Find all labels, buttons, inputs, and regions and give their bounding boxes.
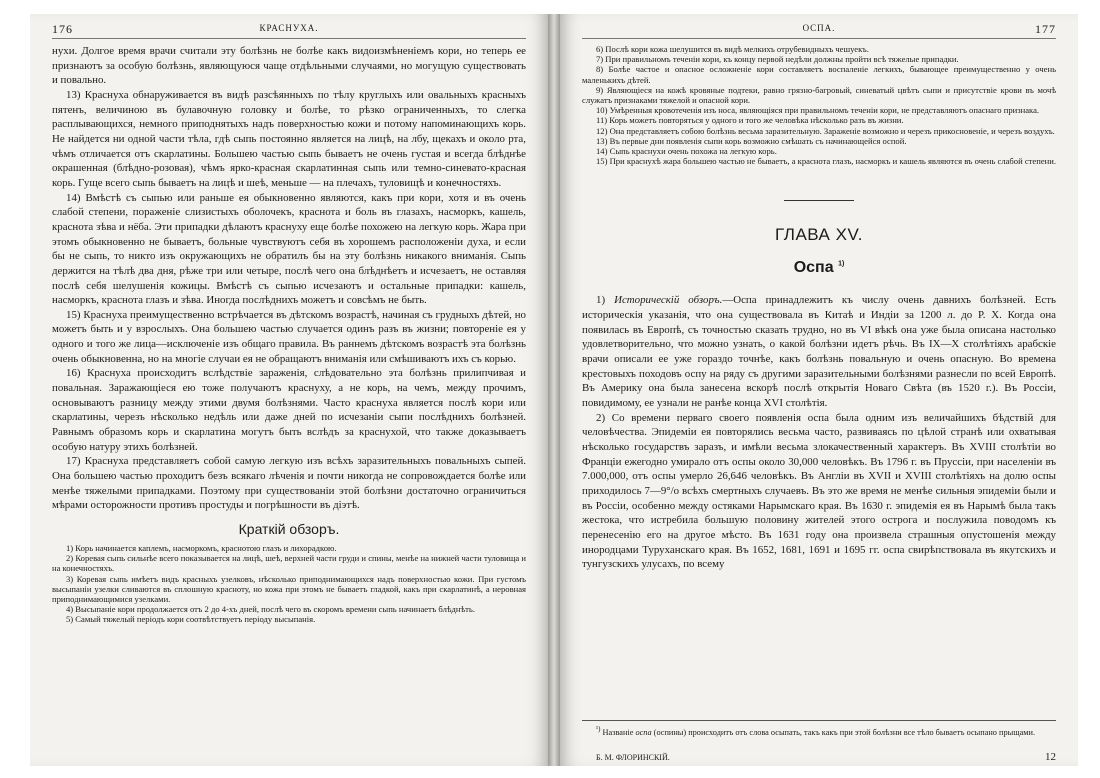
summary-heading: Краткiй обзоръ. — [238, 521, 340, 537]
summary-item-14: 14) Сыпь краснухи очень похожа на легкую корь. — [596, 146, 777, 157]
paragraph-history — [582, 293, 1056, 410]
left-page — [30, 14, 548, 766]
book-gutter — [548, 14, 560, 766]
right-page-header — [582, 22, 1056, 39]
summary-item-9: 9) Являющiеся на кожѣ кровяные подтеки, равно грязно-багровый, синеватый цвѣтъ сыпи и присутствiе крови въ мочѣ служатъ признаками тяжелой и опасной кори. — [582, 84, 1056, 106]
footnote-text — [582, 724, 1056, 738]
summary-item-1: 1) Корь начинается каплемъ, насморкомъ, краснотою глазъ и лихорадкою. — [66, 543, 337, 553]
left-page-header — [52, 22, 526, 39]
left-page-body — [52, 44, 526, 625]
left-page-number: 176 — [52, 22, 73, 36]
summary-item-4: 4) Высыпанiе кори продолжается отъ 2 до 4-хъ дней, послѣ чего въ скоромъ времени сыпь начинаетъ блѣднѣть. — [66, 604, 475, 615]
footnote-ref: 1) — [838, 261, 845, 269]
printer-signature — [596, 753, 1056, 762]
summary-item-6: 6) Послѣ кори кожа шелушится въ видѣ мелкихъ отрубевидныхъ чешуекъ. — [596, 44, 869, 54]
paragraph-epidemics: 2) Со времени перваго своего появленiя оспа была одним изъ величайшихъ бѣдствiй для человѣчества. Эпидемiи ея повторялись весьма часто, развиваясь по цѣлой странѣ или охватывая нѣсколько государствъ заразъ, и имѣли весьма злокачественный характеръ. Въ XVIII столѣтiи во Францiи ежегодно умирало отъ оспы около 30,000 человѣкъ. Въ 1796 г. въ Пруссiи, при населенiи въ 7.000,000, отъ оспы умерло 26,646 человѣкъ. Въ Англiи въ XVII и XVIII столѣтiяхъ на долю оспы приходилось 7—9°/о всѣхъ смертныхъ случаевъ. Въ это же время не менѣе сильныя эпидемiи были и въ Россiи, особенно между остяками Нарымскаго края. Въ 1630 г. эпидемiя ея въ Нарымѣ была такъ жестока, что истребила большую половину жителей этого острога и послужила поводомъ къ перенесенiю его на другое мѣсто. Въ 1631 году она произвела страшныя опустошенiя между инородцами Туруханскаго края. Въ 1652, 1681, 1691 и 1695 гг. оспа свирѣпствовала въ якутскихъ и тунгузскихъ улусахъ, по всему — [582, 411, 1056, 571]
footnote-italic: оспа — [635, 727, 652, 737]
signature-text: Б. М. ФЛОРИНСКІЙ. — [596, 753, 670, 762]
right-page-number: 177 — [1035, 22, 1056, 36]
right-page — [560, 14, 1078, 766]
section-divider — [784, 200, 854, 201]
summary-item-2: 2) Коревая сыпь сильнѣе всего показывается на лицѣ, шеѣ, верхней части груди и спины, менѣе на нижней части туловища и на конечностяхъ. — [52, 553, 526, 574]
summary-item-11: 11) Корь можетъ повторяться у одного и того же человѣка нѣсколько разъ въ жизни. — [596, 115, 904, 126]
paragraph-number: 1) — [596, 294, 615, 307]
summary-list — [52, 543, 526, 625]
section-title — [582, 259, 1056, 277]
right-page-body — [582, 44, 1056, 572]
summary-item-15: 15) При краснухѣ жара большею частью не бываетъ, а краснота глазъ, насморкъ и кашель являются въ очень слабой степени. — [596, 156, 1056, 167]
summary-item-7: 7) При правильномъ теченiи кори, къ концу первой недѣли должны пройти всѣ тяжелые припадки. — [596, 54, 959, 65]
paragraph-17: 17) Краснуха представляетъ собой самую легкую изъ всѣхъ заразительныхъ повальныхъ сыпей. Она большею частью проходитъ безъ всякаго лѣченiя и почти никогда не сопровождается болѣе или менѣе тяжелыми припадками. Поэтому при существованiи этой болѣзни достаточно ограничиться мѣрами осторожности противъ простуды и погрѣшности въ дiэтѣ. — [52, 455, 526, 512]
summary-item-12: 12) Она представляетъ собою болѣзнь весьма заразительную. Зараженiе возможно и черезъ прикосновенiе, и черезъ воздухъ. — [596, 125, 1055, 136]
paragraph-italic-heading: Историческiй обзоръ. — [614, 294, 723, 307]
summary-item-13: 13) Въ первые дни появленiя сыпи корь возможно смѣшать съ начинающейся оспой. — [596, 135, 907, 146]
book-spread — [30, 14, 1078, 766]
footnote-pre: Названiе — [602, 727, 636, 737]
footnote — [582, 720, 1056, 738]
right-running-title: ОСПА. — [802, 23, 836, 33]
summary-item-8: 8) Болѣе частое и опасное осложненiе кори составляетъ воспаленiе легкихъ, бывающее преимущественно у очень маленькихъ дѣтей. — [582, 64, 1056, 85]
paragraph-14: 14) Вмѣстѣ съ сыпью или раньше ея обыкновенно являются, какъ при кори, хотя и въ очень слабой степени, пораженiе слизистыхъ оболочекъ, краснота и боль въ глазахъ, насморкъ, кашель, краснота зѣва и нёба. Эти припадки дѣлаютъ краснуху еще болѣе похожею на легкую корь. Жара при этомъ обыкновенно не бываетъ, больные чувствуютъ себя въ хорошемъ расположенiи духа, и если бы не сыпь, то никто изъ окружающихъ не обратилъ бы на эту болѣзнь никакого вниманiя. Сыпь держится на тѣлѣ два дня, рѣже три или четыре, послѣ чего она блѣднѣетъ и исчезаетъ, не оставляя послѣ себя шелушенiя кожицы. Вмѣстѣ съ сыпью исчезаютъ и остальные припадки: кашель, насморкъ, краснота глазъ и зѣва. Иногда послѣднихъ можетъ и совсѣмъ не быть. — [52, 191, 526, 307]
footnote-mark: ¹) — [596, 725, 601, 733]
sheet-number: 12 — [1045, 751, 1056, 763]
footnote-post: (оспины) происходитъ отъ слова осыпать, такъ какъ при этой болѣзни все тѣло бываетъ осыпано прыщами. — [651, 727, 1036, 737]
chapter-title: ГЛАВА XV. — [775, 225, 863, 245]
left-running-title: КРАСНУХА. — [259, 23, 319, 33]
paragraph-15: 15) Краснуха преимущественно встрѣчается въ дѣтскомъ возрастѣ, начиная съ грудныхъ дѣтей, но можетъ быть и у взрослыхъ. Она большею частью случается одинъ разъ въ жизни; повторенiе ея у одного и того же лица—исключенiе изъ общаго правила. Въ раннемъ дѣтскомъ возрастѣ эта болѣзнь очень обыкновенна, но на многiе случаи ея не обращаютъ вниманiя или смѣшиваютъ ихъ съ корью. — [52, 308, 526, 365]
paragraph-13: 13) Краснуха обнаруживается въ видѣ разсѣянныхъ по тѣлу круглыхъ или овальныхъ красныхъ пятенъ, величиною въ булавочную головку и болѣе, то рѣзко ограниченныхъ, то слегка расплывающихся, немного приподнятыхъ надъ поверхностью кожи и потому напоминающихъ корь. Не найдется ни одной части тѣла, гдѣ сыпь постоянно является на лицѣ, на лбу, щекахъ и около рта, чѣмъ отличается отъ скарлатины. Большею частью сыпь бываетъ не очень густая и всегда блѣднѣе окрашенная (блѣдно-розовая), чѣмъ ярко-красная скарлатинная сыпь или темно-синевато-красная корь. Гуще всего сыпь бываетъ на лицѣ и шеѣ, меньше — на плечахъ, туловищѣ и конечностяхъ. — [52, 88, 526, 189]
paragraph-continuation: нухи. Долгое время врачи считали эту болѣзнь не болѣе какъ видоизмѣненiемъ кори, но теперь ее признаютъ за особую болѣзнь, являющуюся чаще отдѣльными случаями, но могущую существовать и повально. — [52, 45, 526, 87]
paragraph-16: 16) Краснуха происходитъ вслѣдствiе зараженiя, слѣдовательно эта болѣзнь прилипчивая и повальная. Заражающiеся ею тоже получаютъ краснуху, а не корь, на чемъ, между прочимъ, основываютъ разницу между этими двумя болѣзнями. Часто краснуха является послѣ кори или скарлатины, черезъ нѣсколько недѣль или даже дней по исчезанiи сыпи послѣднихъ болѣзней. Равнымъ образомъ корь и скарлатина могутъ быть вслѣдъ за краснухой, что также доказываетъ особую натуру этихъ болѣзней. — [52, 367, 526, 453]
summary-item-3: 3) Коревая сыпь имѣетъ видъ красныхъ узелковъ, нѣсколько приподнимающихся надъ поверхностью кожи. При густомъ высыпанiи узелки сливаются въ сплошную красноту, но кожа при этомъ не бываетъ гладкой, какъ при скарлатинѣ, а неровная приподнимающимися узелками. — [52, 573, 526, 605]
summary-list-continued — [582, 44, 1056, 166]
section-title-text: Оспа — [793, 259, 834, 277]
paragraph-history-text: —Оспа принадлежитъ къ числу очень давнихъ болѣзней. Есть историческiя указанiя, что она существовала въ Китаѣ и Индiи за 1200 л. до Р. Х. Когда она появилась въ Европѣ, съ точностью сказать трудно, но въ VI вѣкѣ она уже была описана настолько удовлетворительно, что можно узнать, о какой болѣзни идетъ рѣчь. Въ IX—X столѣтiяхъ арабскiе врачи описали ее уже гораздо точнѣе, какъ болѣзнь повальную и очень опасную. Во времена крестовыхъ походовъ оспу на ряду съ другими заразительными болѣзнями разнесли по всей Европѣ. Въ Америку она была занесена вскорѣ послѣ открытiя Новаго Свѣта (въ 1520 г.). Въ Россiи, повидимому, ее узнали не ранѣе конца XVI столѣтiя. — [582, 294, 1056, 410]
summary-item-5: 5) Самый тяжелый перiодъ кори соотвѣтствуетъ перiоду высыпанiя. — [66, 614, 316, 625]
summary-item-10: 10) Умѣренныя кровотеченiя изъ носа, являющiяся при правильномъ теченiи кори, не представляютъ опаснаго признака. — [596, 105, 1040, 116]
